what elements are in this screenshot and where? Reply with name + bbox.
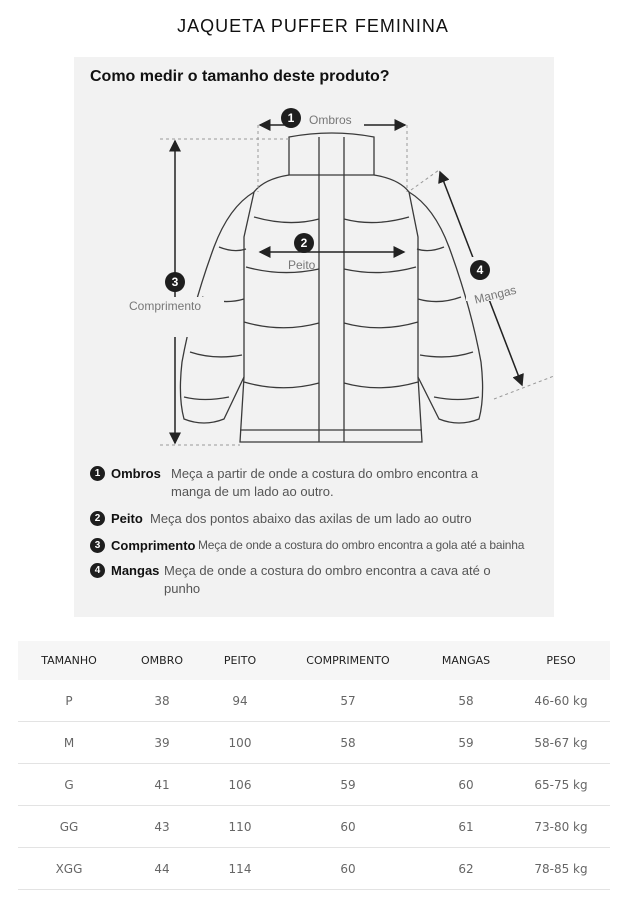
table-header-row [18, 641, 610, 680]
page-title: JAQUETA PUFFER FEMININA [177, 16, 449, 36]
shoulder-dashes [160, 125, 407, 445]
table-row [18, 806, 610, 848]
table-cell: 58-67 kg [512, 722, 610, 764]
legend-label: Peito [111, 511, 143, 526]
guide-heading: Como medir o tamanho deste produto? [90, 68, 390, 85]
table-cell: 110 [204, 806, 276, 848]
column-header: PESO [512, 641, 610, 680]
measurement-guide [74, 57, 554, 617]
column-header: COMPRIMENTO [276, 641, 420, 680]
table-cell: 60 [420, 764, 512, 806]
table-cell: XGG [18, 848, 120, 890]
size-table [18, 641, 610, 890]
table-cell: 114 [204, 848, 276, 890]
table-cell: 62 [420, 848, 512, 890]
legend-desc: Meça a partir de onde a costura do ombro encontra a [171, 466, 479, 481]
diagram-label-comprimento: Comprimento [129, 299, 202, 313]
legend-desc-line2: punho [164, 581, 201, 596]
table-cell: G [18, 764, 120, 806]
table-cell: 73-80 kg [512, 806, 610, 848]
diagram-label-peito: Peito [288, 258, 316, 272]
table-cell: 59 [420, 722, 512, 764]
legend-desc-line2: manga de um lado ao outro. [171, 484, 334, 499]
table-cell: 46-60 kg [512, 680, 610, 722]
table-cell: 78-85 kg [512, 848, 610, 890]
svg-text:4: 4 [476, 263, 484, 277]
table-cell: 65-75 kg [512, 764, 610, 806]
legend-label: Mangas [111, 563, 160, 578]
table-row [18, 680, 610, 722]
number-badge: 2 [90, 511, 105, 526]
legend-label: Ombros [111, 466, 161, 481]
number-badge: 4 [90, 563, 105, 578]
table-cell: P [18, 680, 120, 722]
svg-text:2: 2 [300, 236, 308, 250]
table-cell: 43 [120, 806, 204, 848]
table-cell: 94 [204, 680, 276, 722]
table-cell: 106 [204, 764, 276, 806]
table-cell: M [18, 722, 120, 764]
table-cell: 44 [120, 848, 204, 890]
svg-text:1: 1 [287, 111, 295, 125]
jacket-outline [180, 133, 482, 442]
number-badge: 3 [90, 538, 105, 553]
diagram-label-mangas: Mangas [472, 282, 518, 307]
column-header: OMBRO [120, 641, 204, 680]
legend-desc: Meça de onde a costura do ombro encontra a gola até a bainha [198, 538, 525, 552]
table-cell: 59 [276, 764, 420, 806]
table-cell: 58 [420, 680, 512, 722]
table-row [18, 848, 610, 890]
table-cell: 58 [276, 722, 420, 764]
table-cell: 41 [120, 764, 204, 806]
table-cell: 60 [276, 806, 420, 848]
jacket-diagram [74, 97, 554, 467]
table-cell: 38 [120, 680, 204, 722]
table-cell: 39 [120, 722, 204, 764]
legend-label: Comprimento [111, 538, 196, 553]
table-row [18, 722, 610, 764]
number-badge: 1 [90, 466, 105, 481]
table-cell: GG [18, 806, 120, 848]
table-cell: 100 [204, 722, 276, 764]
table-cell: 61 [420, 806, 512, 848]
table-cell: 57 [276, 680, 420, 722]
column-header: PEITO [204, 641, 276, 680]
table-row [18, 764, 610, 806]
diagram-label-ombros: Ombros [309, 113, 352, 127]
column-header: TAMANHO [18, 641, 120, 680]
table-cell: 60 [276, 848, 420, 890]
svg-text:3: 3 [171, 275, 179, 289]
column-header: MANGAS [420, 641, 512, 680]
legend-desc: Meça dos pontos abaixo das axilas de um lado ao outro [150, 511, 472, 526]
legend-desc: Meça de onde a costura do ombro encontra a cava até o [164, 563, 491, 578]
